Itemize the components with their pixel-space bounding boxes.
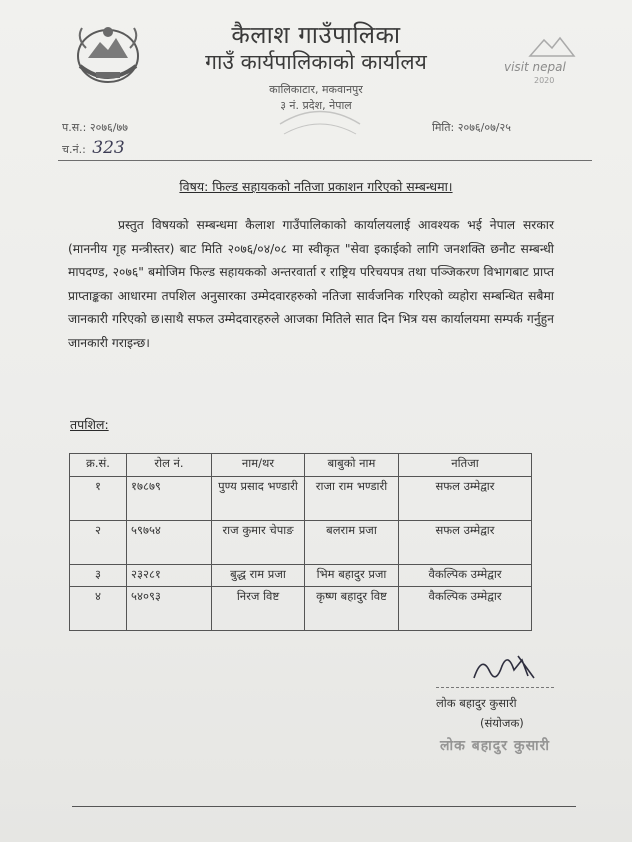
header-roll-number: रोल नं.: [127, 454, 212, 477]
visit-nepal-text: visit nepal: [504, 60, 566, 74]
table-row: [70, 587, 532, 631]
result-cell: सफल उम्मेद्वार: [399, 521, 532, 565]
roll-cell: १७८७९: [127, 477, 212, 521]
name-cell: राज कुमार चेपाङ: [212, 521, 305, 565]
name-stamp: लोक बहादुर कुसारी: [440, 738, 551, 754]
name-cell: निरज विष्ट: [212, 587, 305, 631]
subject-line: विषय: फिल्ड सहायकको नतिजा प्रकाशन गरिएको सम्बन्धमा।: [179, 179, 453, 194]
body-paragraph: प्रस्तुत विषयको सम्बन्धमा कैलाश गाउँपालिकाको कार्यालयलाई आवश्यक भई नेपाल सरकार (माननीय गृह मन्त्रीस्तर) बाट मिति २०७६/०४/०८ मा स्वीकृत "सेवा इकाईको लागि जनशक्ति छनौट सम्बन्धी मापदण्ड, २०७६" बमोजिम फिल्ड सहायकको अन्तरवार्ता र राष्ट्रिय परिचयपत्र तथा पञ्जिकरण विभागबाट प्राप्त प्राप्ताङ्कका आधारमा तपशिल अनुसारका उम्मेदवारहरुको नतिजा सार्वजनिक गरिएको व्यहोरा सम्बन्धित सबैमा जानकारी गरिएको छ।साथै सफल उम्मेदवारहरुले आजका मितिले सात दिन भित्र यस कार्यालयमा सम्पर्क गर्नुहुन जानकारी गराइन्छ।: [68, 218, 554, 350]
result-cell: वैकल्पिक उम्मेद्वार: [399, 587, 532, 631]
ps-value: २०७६/७७: [89, 121, 128, 134]
roll-cell: ५९७५४: [127, 521, 212, 565]
table-header-row: [70, 454, 532, 477]
serial-cell: ४: [70, 587, 127, 631]
father-name-cell: कृष्ण बहादुर विष्ट: [305, 587, 399, 631]
handwritten-signature: [470, 648, 540, 688]
father-name-cell: बलराम प्रजा: [305, 521, 399, 565]
table-row: [70, 521, 532, 565]
result-cell: वैकल्पिक उम्मेद्वार: [399, 565, 532, 587]
header-result: नतिजा: [399, 454, 532, 477]
roll-cell: २३२८१: [127, 565, 212, 587]
name-cell: पुण्य प्रसाद भण्डारी: [212, 477, 305, 521]
faint-stamp-mark: [270, 104, 370, 144]
document-date: [432, 120, 511, 135]
reference-ps: [62, 120, 128, 135]
name-cell: बुद्ध राम प्रजा: [212, 565, 305, 587]
table-row: [70, 565, 532, 587]
office-title-line1: कैलाश गाउँपालिका: [231, 21, 401, 49]
cn-label: च.नं.:: [62, 143, 86, 156]
office-address-line2: ३ नं. प्रदेश, नेपाल: [280, 99, 352, 112]
father-name-cell: भिम बहादुर प्रजा: [305, 565, 399, 587]
footer-divider: [72, 806, 576, 807]
header-serial: क्र.सं.: [70, 454, 127, 477]
signatory-role: (संयोजक): [480, 716, 524, 730]
ps-label: प.स.:: [62, 121, 87, 134]
result-cell: सफल उम्मेद्वार: [399, 477, 532, 521]
date-value: २०७६/०७/२५: [457, 121, 511, 134]
serial-cell: २: [70, 521, 127, 565]
date-label: मिति:: [432, 121, 455, 134]
cn-value: 323: [92, 138, 125, 158]
details-heading: तपशिल:: [70, 417, 109, 432]
header-divider: [58, 160, 592, 161]
serial-cell: ३: [70, 565, 127, 587]
table-row: [70, 477, 532, 521]
visit-nepal-year: 2020: [534, 76, 555, 85]
header-name: नाम/थर: [212, 454, 305, 477]
header-father-name: बाबुको नाम: [305, 454, 399, 477]
father-name-cell: राजा राम भण्डारी: [305, 477, 399, 521]
results-table: [69, 453, 532, 631]
roll-cell: ५४०९३: [127, 587, 212, 631]
signature-line: [436, 687, 554, 688]
serial-cell: १: [70, 477, 127, 521]
office-title-line2: गाउँ कार्यपालिकाको कार्यालय: [205, 50, 427, 74]
signatory-name: लोक बहादुर कुसारी: [436, 696, 517, 710]
office-address-line1: कालिकाटार, मकवानपुर: [269, 83, 363, 96]
reference-cn: [62, 138, 125, 158]
